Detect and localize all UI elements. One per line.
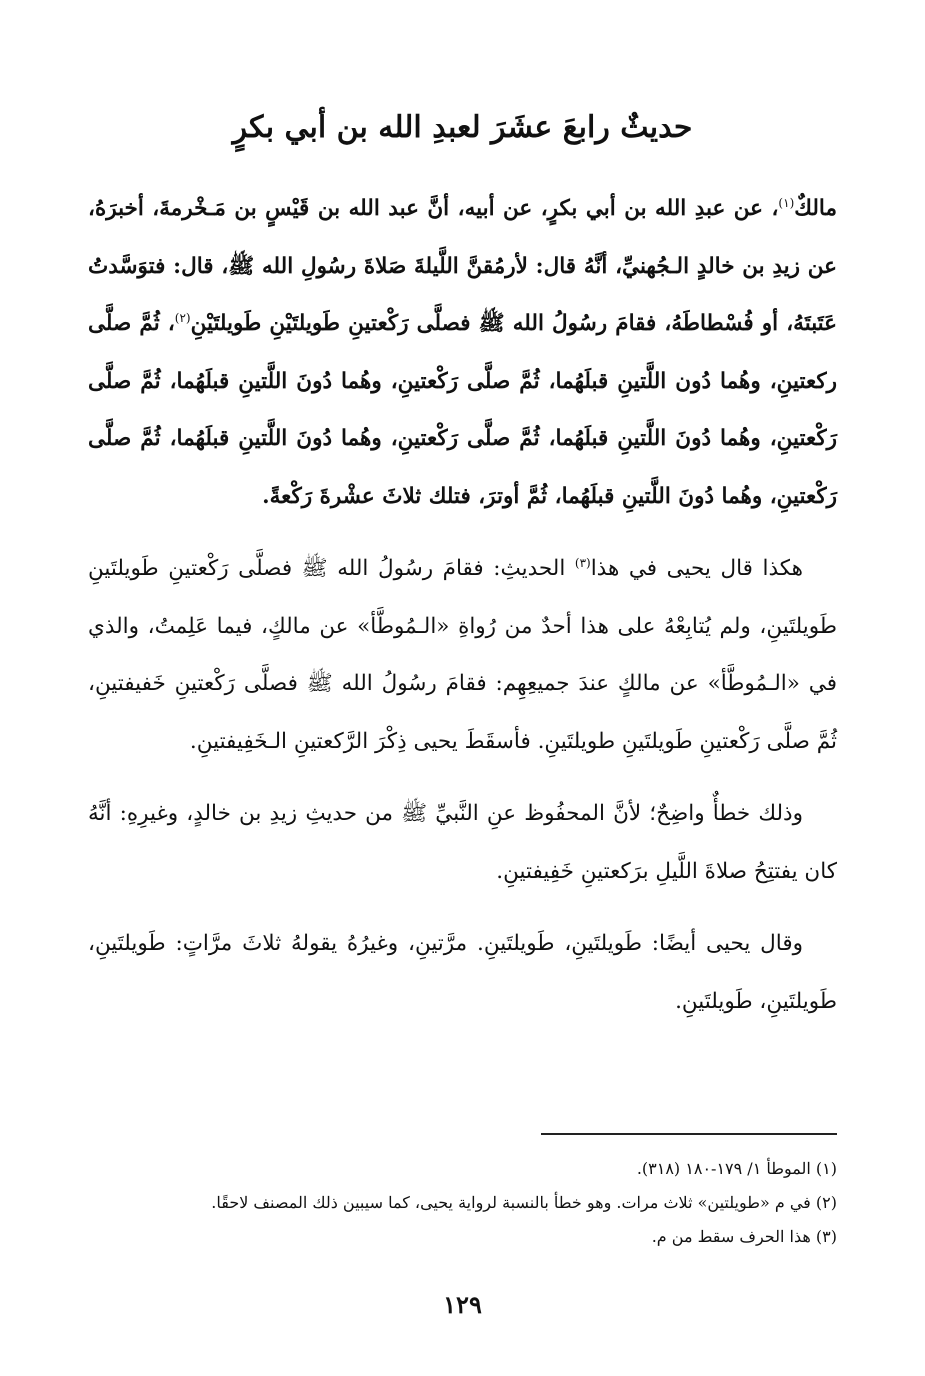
hadith-text-part: ، عن عبدِ الله بن أبي بكرٍ، عن أبيه، أنَّ عبد الله بن قَيْسٍ بن مَـخْرمةَ، أخبرَهُ، عن زيدِ بن خالدٍ الـجُهنيِّ، أنَّهُ قال: لأرمُقنَّ اللَّيلةَ صَلاةَ رسُولِ الله ﷺ، قال: فتوَسَّدتُ عَتَبتَهُ، أو فُسْطاطَهُ، فقامَ رسُولُ الله ﷺ فصلَّى رَكْعتينِ طَويلتَيْنِ طَويلتَيْنِ xyxy=(88,196,837,336)
commentary-paragraph: وقال يحيى أيضًا: طَويلتَينِ، طَويلتَينِ. مرَّتينِ، وغيرُهُ يقولهُ ثلاثَ مرَّاتٍ: طَويلتَينِ، طَويلتَينِ، طَويلتَينِ. xyxy=(88,931,837,1014)
main-text xyxy=(88,180,837,1045)
hadith-title: حديثٌ رابعَ عشَرَ لعبدِ الله بن أبي بكرٍ xyxy=(232,110,693,145)
commentary-paragraph xyxy=(88,540,837,770)
footnote-item: (١) الموطأ ١/ ١٧٩-١٨٠ (٣١٨). xyxy=(636,1159,837,1178)
footnote-ref-3: (٣) xyxy=(574,555,591,570)
footnote-divider xyxy=(541,1133,837,1135)
hadith-text-part: ، ثُمَّ صلَّى ركعتينِ، وهُما دُون اللَّتينِ قبلَهُما، ثُمَّ صلَّى رَكْعتينِ، وهُما دُونَ اللَّتينِ قبلَهُما، ثُمَّ صلَّى رَكْعتينِ، وهُما دُونَ اللَّتينِ قبلَهُما، ثُمَّ صلَّى رَكْعتينِ، وهُما دُونَ اللَّتينِ قبلَهُما، ثُمَّ صلَّى رَكْعتينِ، وهُما دُونَ اللَّتينِ قبلَهُما، ثُمَّ أوترَ، فتلك ثلاثَ عشْرةَ رَكْعةً. xyxy=(88,311,837,509)
footnote-ref-2: (٢) xyxy=(174,310,191,325)
footnote-item: (٣) هذا الحرف سقط من م. xyxy=(651,1227,837,1246)
commentary-paragraph: وذلك خطأٌ واضِحٌ؛ لأنَّ المحفُوظ عنِ النَّبيِّ ﷺ من حديثِ زيدِ بن خالدٍ، وغيرِهِ: أنَّهُ كان يفتتِحُ صلاةَ اللَّيلِ برَكعتينِ خَفِيفتينِ. xyxy=(88,801,837,884)
hadith-text-part: مالكٌ xyxy=(794,196,837,221)
footnotes-list xyxy=(88,1152,837,1254)
footnote-ref-1: (١) xyxy=(778,195,795,210)
commentary-text-part: الحديثِ: فقامَ رسُولُ الله ﷺ فصلَّى رَكْعتينِ طَويلتَينِ طَويلتَينِ، ولم يُتابِعْهُ على هذا أحدٌ من رُواةِ «الـمُوطَّأ» عن مالكٍ، فيما عَلِمتُ، والذي في «الـمُوطَّأ» عن مالكٍ عندَ جميعِهِم: فقامَ رسُولُ الله ﷺ فصلَّى رَكْعتينِ خَفيفتينِ، ثُمَّ صلَّى رَكْعتينِ طَويلتَينِ طويلتَينِ. فأسقَطَ يحيى ذِكْرَ الرَّكعتينِ الـخَفِيفتينِ. xyxy=(88,556,837,754)
hadith-text-paragraph xyxy=(88,180,837,525)
commentary-text-part: هكذا قال يحيى في هذا xyxy=(590,556,803,581)
page-number: ١٢٩ xyxy=(443,1290,482,1319)
footnote-item: (٢) في م «طويلتين» ثلاث مرات. وهو خطأ بالنسبة لرواية يحيى، كما سيبين ذلك المصنف لاحقًا. xyxy=(211,1193,837,1212)
